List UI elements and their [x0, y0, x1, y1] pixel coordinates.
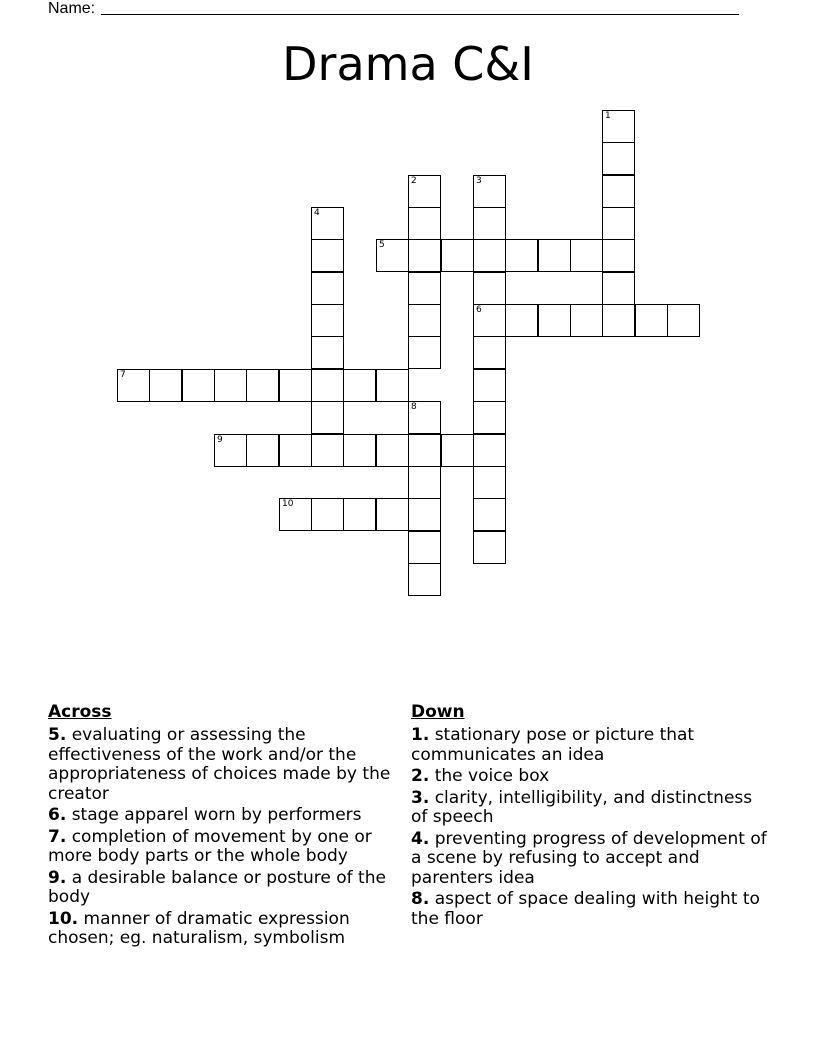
- across-clues: [48, 702, 406, 951]
- across-heading: Across: [48, 702, 112, 722]
- across-clue: [48, 869, 406, 908]
- grid-cell[interactable]: [408, 563, 441, 596]
- down-clue: [411, 830, 769, 889]
- grid-cell[interactable]: [279, 498, 312, 531]
- grid-cell[interactable]: [473, 531, 506, 564]
- grid-cell[interactable]: [408, 239, 441, 272]
- grid-cell[interactable]: [538, 239, 571, 272]
- clue-text: stationary pose or picture that communicates an idea: [411, 725, 695, 765]
- clue-text: clarity, intelligibility, and distinctness of speech: [411, 787, 753, 827]
- across-clue: [48, 806, 406, 826]
- grid-cell[interactable]: [376, 239, 409, 272]
- grid-cell[interactable]: [635, 304, 668, 337]
- grid-cell[interactable]: [473, 466, 506, 499]
- clue-number: 4: [314, 208, 320, 218]
- grid-cell[interactable]: [505, 304, 538, 337]
- grid-cell[interactable]: [473, 272, 506, 305]
- clue-number: 7.: [48, 826, 67, 847]
- down-clue-list: [411, 726, 769, 929]
- grid-cell[interactable]: [311, 272, 344, 305]
- grid-cell[interactable]: [473, 401, 506, 434]
- clue-number: 6: [476, 305, 482, 315]
- grid-cell[interactable]: [311, 498, 344, 531]
- grid-cell[interactable]: [376, 498, 409, 531]
- grid-cell[interactable]: [408, 434, 441, 467]
- grid-cell[interactable]: [505, 239, 538, 272]
- grid-cell[interactable]: [570, 304, 603, 337]
- grid-cell[interactable]: [408, 531, 441, 564]
- grid-cell[interactable]: [376, 434, 409, 467]
- grid-cell[interactable]: [473, 175, 506, 208]
- grid-cell[interactable]: [602, 207, 635, 240]
- grid-cell[interactable]: [117, 369, 150, 402]
- grid-cell[interactable]: [343, 498, 376, 531]
- grid-cell[interactable]: [602, 272, 635, 305]
- grid-cell[interactable]: [343, 369, 376, 402]
- page-title: Drama C&I: [282, 37, 534, 91]
- clue-text: the voice box: [434, 766, 550, 786]
- grid-cell[interactable]: [246, 434, 279, 467]
- clue-number: 8: [411, 402, 417, 412]
- grid-cell[interactable]: [408, 498, 441, 531]
- grid-cell[interactable]: [441, 239, 474, 272]
- down-clue: [411, 789, 769, 828]
- clue-text: aspect of space dealing with height to the floor: [411, 889, 760, 929]
- across-clue: [48, 726, 406, 804]
- clue-number: 8.: [411, 889, 430, 909]
- grid-cell[interactable]: [182, 369, 215, 402]
- across-clue: [48, 910, 406, 949]
- clue-number: 6.: [48, 805, 67, 825]
- grid-cell[interactable]: [473, 336, 506, 369]
- down-clue: [411, 726, 769, 765]
- clue-text: completion of movement by one or more body parts or the whole body: [48, 826, 372, 866]
- clue-number: 10.: [48, 908, 79, 929]
- across-clue: [48, 828, 406, 867]
- down-clues: [411, 702, 769, 931]
- clue-text: a desirable balance or posture of the body: [48, 867, 386, 907]
- grid-cell[interactable]: [246, 369, 279, 402]
- clue-text: evaluating or assessing the effectiveness of the work and/or the appropriateness of choices made by the creator: [48, 725, 391, 804]
- grid-cell[interactable]: [311, 304, 344, 337]
- grid-cell[interactable]: [441, 434, 474, 467]
- clue-number: 5: [379, 240, 385, 250]
- grid-cell[interactable]: [408, 207, 441, 240]
- grid-cell[interactable]: [214, 369, 247, 402]
- clue-number: 1.: [411, 725, 430, 745]
- grid-cell[interactable]: [473, 239, 506, 272]
- grid-cell[interactable]: [343, 434, 376, 467]
- grid-cell[interactable]: [602, 110, 635, 143]
- grid-cell[interactable]: [602, 175, 635, 208]
- down-clue: [411, 890, 769, 929]
- grid-cell[interactable]: [408, 401, 441, 434]
- name-label: Name:: [48, 0, 96, 17]
- clue-number: 10: [282, 499, 294, 509]
- grid-cell[interactable]: [602, 304, 635, 337]
- grid-cell[interactable]: [602, 142, 635, 175]
- grid-cell[interactable]: [473, 369, 506, 402]
- grid-cell[interactable]: [602, 239, 635, 272]
- grid-cell[interactable]: [538, 304, 571, 337]
- clue-number: 4.: [411, 828, 430, 849]
- clue-number: 9.: [48, 867, 67, 888]
- grid-cell[interactable]: [311, 239, 344, 272]
- grid-cell[interactable]: [408, 304, 441, 337]
- clue-number: 2.: [411, 766, 430, 786]
- grid-cell[interactable]: [149, 369, 182, 402]
- grid-cell[interactable]: [408, 175, 441, 208]
- grid-cell[interactable]: [311, 434, 344, 467]
- down-clue: [411, 767, 769, 787]
- clue-number: 2: [411, 176, 417, 186]
- grid-cell[interactable]: [408, 466, 441, 499]
- grid-cell[interactable]: [408, 272, 441, 305]
- grid-cell[interactable]: [473, 207, 506, 240]
- clue-number: 9: [217, 435, 223, 445]
- clue-number: 3.: [411, 787, 430, 808]
- grid-cell[interactable]: [214, 434, 247, 467]
- clue-text: stage apparel worn by performers: [71, 805, 362, 825]
- across-clue-list: [48, 726, 406, 949]
- grid-cell[interactable]: [311, 336, 344, 369]
- grid-cell[interactable]: [570, 239, 603, 272]
- grid-cell[interactable]: [279, 369, 312, 402]
- grid-cell[interactable]: [311, 369, 344, 402]
- clue-number: 7: [120, 370, 126, 380]
- down-heading: Down: [411, 702, 465, 722]
- clue-number: 5.: [48, 725, 67, 745]
- clue-text: manner of dramatic expression chosen; eg. naturalism, symbolism: [48, 908, 350, 948]
- grid-cell[interactable]: [376, 369, 409, 402]
- clue-number: 1: [605, 111, 611, 121]
- clue-text: preventing progress of development of a scene by refusing to accept and parenters idea: [411, 828, 767, 888]
- grid-cell[interactable]: [473, 304, 506, 337]
- grid-cell[interactable]: [667, 304, 700, 337]
- grid-cell[interactable]: [311, 207, 344, 240]
- grid-cell[interactable]: [473, 498, 506, 531]
- grid-cell[interactable]: [408, 336, 441, 369]
- grid-cell[interactable]: [279, 434, 312, 467]
- grid-cell[interactable]: [473, 434, 506, 467]
- clue-number: 3: [476, 176, 482, 186]
- grid-cell[interactable]: [311, 401, 344, 434]
